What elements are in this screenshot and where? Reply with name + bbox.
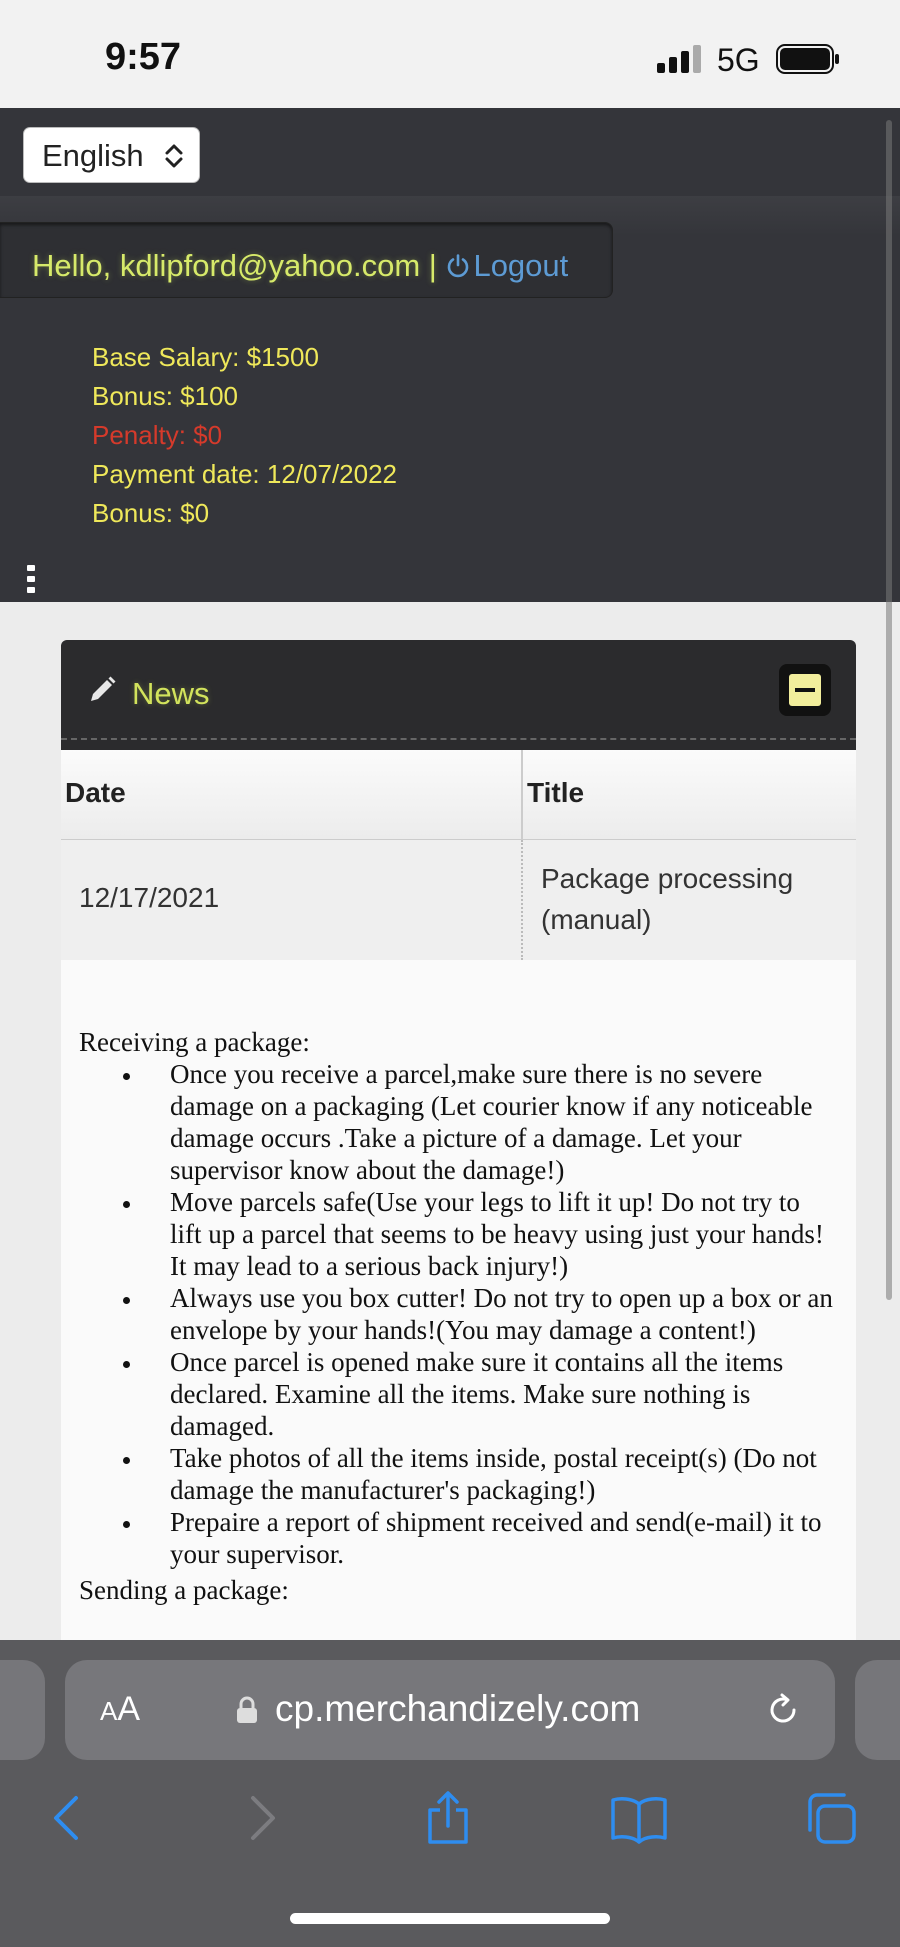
reload-icon[interactable] [765, 1692, 801, 1728]
page-scrollbar[interactable] [886, 120, 892, 1300]
language-select[interactable] [23, 127, 200, 183]
network-label: 5G [717, 42, 760, 78]
bonus-secondary: Bonus: $0 [92, 498, 210, 528]
url-text: cp.merchandizely.com [275, 1688, 641, 1729]
address-bar[interactable] [65, 1660, 835, 1760]
greeting-box [0, 222, 613, 298]
news-item-title: Package processing (manual) [541, 863, 794, 935]
list-item: • Prepaire a report of shipment received and send(e-mail) it to your supervisor. [143, 1506, 838, 1570]
battery-icon [776, 44, 840, 74]
forward-icon[interactable] [245, 1790, 279, 1846]
collapse-button[interactable] [779, 664, 831, 716]
news-table [61, 750, 856, 960]
tabs-icon[interactable] [804, 1790, 858, 1846]
bookmarks-icon[interactable] [610, 1790, 668, 1846]
list-item: • Once parcel is opened make sure it contains all the items declared. Examine all the items. Make sure nothing is damaged. [143, 1346, 838, 1442]
list-item: • Once you receive a parcel,make sure there is no severe damage on a packaging (Let courier know if any noticeable damage occurs .Take a picture of a damage. Let your supervisor know about the damage!) [143, 1058, 838, 1186]
news-article [61, 960, 856, 1640]
pencil-icon [87, 675, 117, 705]
base-salary: Base Salary: $1500 [92, 342, 319, 372]
penalty: Penalty: $0 [92, 420, 223, 450]
news-date: 12/17/2021 [61, 840, 523, 960]
more-vertical-icon[interactable] [26, 564, 36, 594]
article-section-heading: Receiving a package: [79, 1027, 310, 1057]
main-content [0, 602, 900, 1640]
bonus: Bonus: $100 [92, 381, 239, 411]
list-item: • Take photos of all the items inside, postal receipt(s) (Do not damage the manufacturer's packaging!) [143, 1442, 838, 1506]
greeting-text [32, 248, 568, 284]
status-bar [0, 0, 900, 108]
logout-label: Logout [473, 248, 569, 283]
page-settings-button[interactable]: AA [100, 1690, 141, 1728]
home-indicator[interactable] [290, 1913, 610, 1924]
table-row[interactable] [61, 840, 856, 960]
logout-link[interactable] [445, 248, 568, 283]
next-tab-peek[interactable] [855, 1660, 900, 1760]
list-item: • Always use you box cutter! Do not try to open up a box or an envelope by your hands!(You may damage a content!) [143, 1282, 838, 1346]
previous-tab-peek[interactable] [0, 1660, 45, 1760]
cellular-signal-icon [657, 45, 703, 73]
article-list [143, 1058, 838, 1570]
news-title: News [132, 676, 210, 711]
chevron-up-down-icon [163, 142, 185, 170]
share-icon[interactable] [424, 1790, 472, 1846]
minus-icon [789, 674, 821, 706]
table-header-row [61, 750, 856, 840]
column-header-title[interactable]: Title [527, 777, 585, 808]
column-header-date[interactable]: Date [61, 750, 523, 839]
news-panel-header [61, 640, 856, 750]
payment-date: Payment date: 12/07/2022 [92, 459, 398, 489]
salary-summary [92, 338, 397, 533]
site-header [0, 108, 900, 602]
language-select-value: English [42, 138, 144, 173]
power-icon [445, 253, 471, 279]
lock-icon [236, 1696, 258, 1724]
status-time: 9:57 [105, 36, 182, 78]
back-icon[interactable] [50, 1790, 84, 1846]
article-next-heading: Sending a package: [79, 1575, 289, 1605]
safari-toolbar [0, 1640, 900, 1947]
greeting-label: Hello, kdlipford@yahoo.com | [32, 248, 437, 283]
list-item: • Move parcels safe(Use your legs to lift it up! Do not try to lift up a parcel that seems to be heavy using just your hands! It may lead to a serious back injury!) [143, 1186, 838, 1282]
